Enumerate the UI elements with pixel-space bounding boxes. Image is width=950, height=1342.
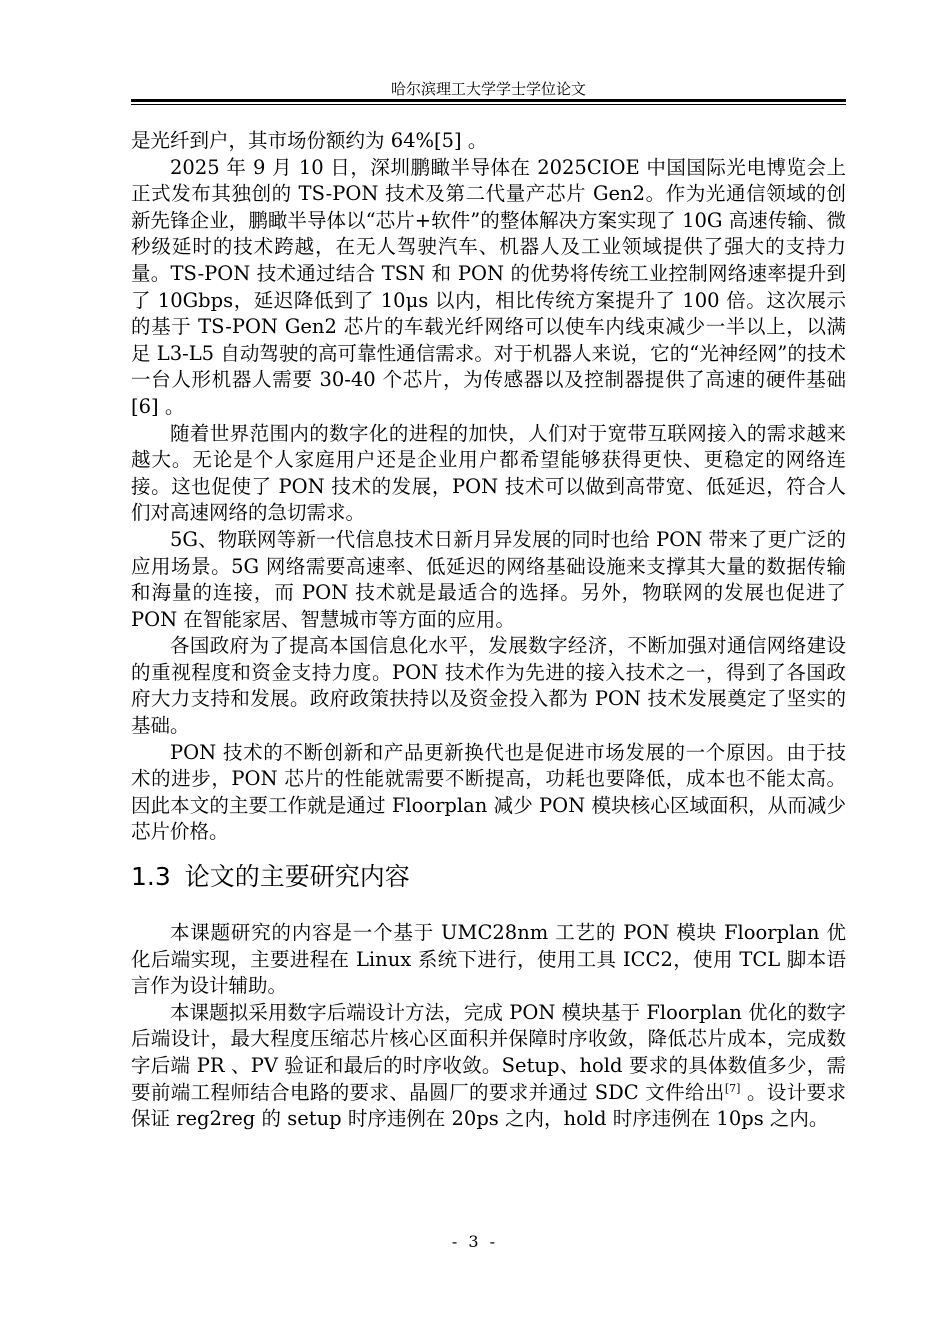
- paragraph-ts-pon-release: 2025 年 9 月 10 日，深圳鹏瞰半导体在 2025CIOE 中国国际光电博览会上正式发布其独创的 TS-PON 技术及第二代量产芯片 Gen2。作为光通信领域的创新先锋企业，鹏瞰半导体以“芯片+软件”的整体解决方案实现了 10G 高速传输、微秒级延时的技术跨越，在无人驾驶汽车、机器人及工业领域提供了强大的支持力量。TS-PON 技术通过结合 TSN 和 PON 的优势将传统工业控制网络速率提升到了 10Gbps，延迟降低到了 10μs 以内，相比传统方案提升了 100 倍。这次展示的基于 TS-PON Gen2 芯片的车载光纤网络可以使车内线束减少一半以上，以满足 L3-L5 自动驾驶的高可靠性通信需求。对于机器人来说，它的“光神经网”的技术一台人形机器人需要 30-40 个芯片，为传感器以及控制器提供了高速的硬件基础[6] 。: [131, 155, 846, 418]
- page-number: - 3 -: [451, 1232, 499, 1251]
- page-body: [131, 128, 846, 1133]
- running-header: 哈尔滨理工大学学士学位论文: [390, 80, 586, 98]
- paragraph-design-method-text: 本课题拟采用数字后端设计方法，完成 PON 模块基于 Floorplan 优化的数字后端设计，最大程度压缩芯片核心区面积并保障时序收敛，降低芯片成本，完成数字后端 PR 、PV 验证和最后的时序收敛。Setup、hold 要求的具体数值多少，需要前端工程师结合电路的要求、晶圆厂的要求并通过 SDC 文件给出: [131, 1000, 846, 1104]
- paragraph-research-content: 本课题研究的内容是一个基于 UMC28nm 工艺的 PON 模块 Floorplan 优化后端实现，主要进程在 Linux 系统下进行，使用工具 ICC2，使用 TCL 脚本语言作为设计辅助。: [131, 921, 846, 998]
- paragraph-government-support: 各国政府为了提高本国信息化水平，发展数字经济，不断加强对通信网络建设的重视程度和资金支持力度。PON 技术作为先进的接入技术之一，得到了各国政府大力支持和发展。政府政策扶持以及资金投入都为 PON 技术发展奠定了坚实的基础。: [131, 634, 846, 738]
- header-rule-thick: [131, 99, 846, 102]
- paragraph-5g-iot: 5G、物联网等新一代信息技术日新月异发展的同时也给 PON 带来了更广泛的应用场景。5G 网络需要高速率、低延迟的网络基础设施来支撑其大量的数据传输和海量的连接，而 PON 技术就是最适合的选择。另外，物联网的发展也促进了 PON 在智能家居、智慧城市等方面的应用。: [131, 527, 846, 631]
- paragraph-broadband-demand: 随着世界范围内的数字化的进程的加快，人们对于宽带互联网接入的需求越来越大。无论是个人家庭用户还是企业用户都希望能够获得更快、更稳定的网络连接。这也促使了 PON 技术的发展，PON 技术可以做到高带宽、低延迟，符合人们对高速网络的急切需求。: [131, 421, 846, 525]
- paragraph-design-method-text-end: 。设计要求保证 reg2reg 的 setup 时序违例在 20ps 之内，hold 时序违例在 10ps 之内。: [131, 1080, 847, 1131]
- section-title-text: 论文的主要研究内容: [184, 862, 410, 892]
- paragraph-continuation: 是光纤到户，其市场份额约为 64%[5] 。: [131, 129, 488, 152]
- header-rule-thin: [131, 104, 846, 105]
- section-number: 1.3: [131, 862, 171, 892]
- paragraph-design-method: [131, 1000, 846, 1133]
- citation-marker: [7]: [724, 1081, 741, 1095]
- section-heading: [131, 862, 846, 892]
- paragraph-innovation: PON 技术的不断创新和产品更新换代也是促进市场发展的一个原因。由于技术的进步，PON 芯片的性能就需要不断提高，功耗也要降低，成本也不能太高。因此本文的主要工作就是通过 Floorplan 减少 PON 模块核心区域面积，从而减少芯片价格。: [131, 740, 846, 844]
